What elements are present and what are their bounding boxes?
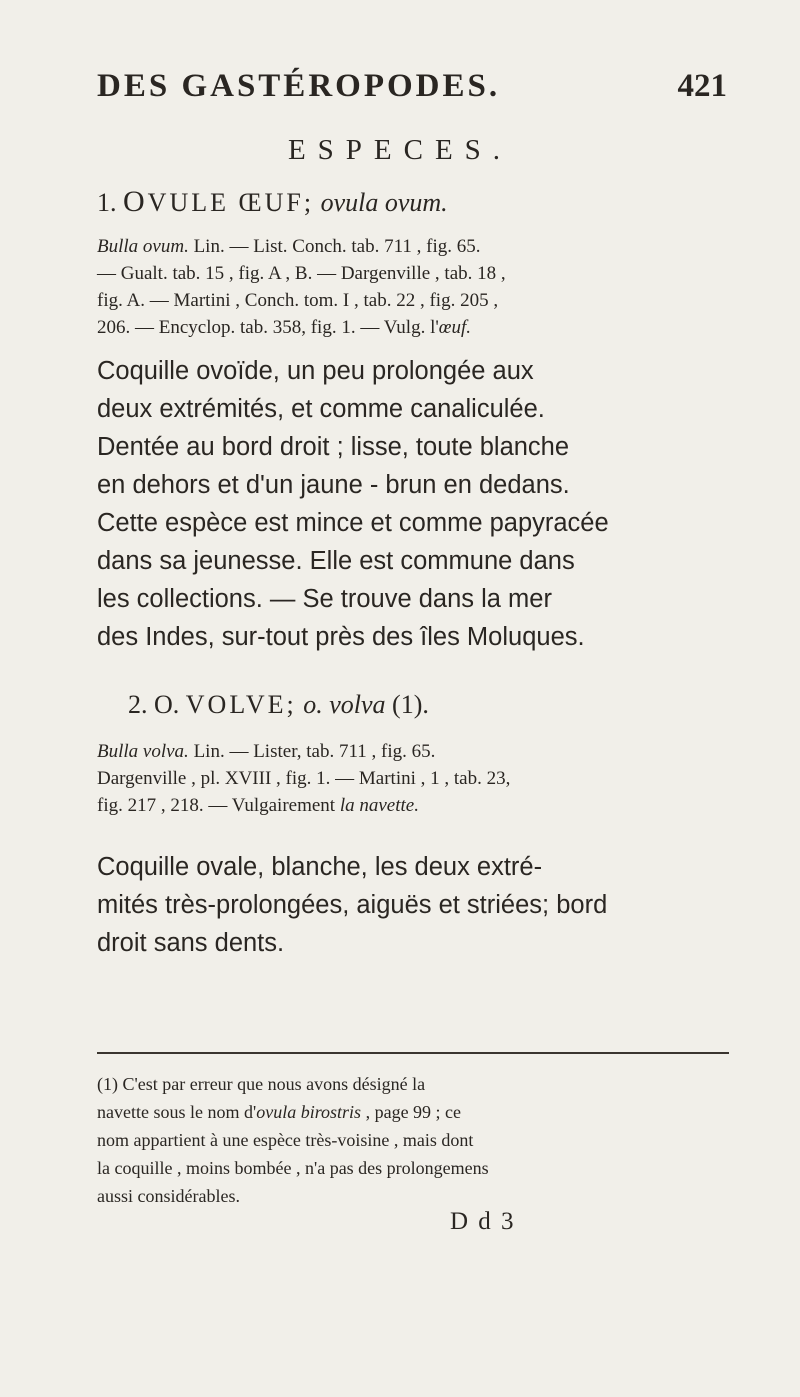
signature-mark: D d 3	[450, 1208, 516, 1235]
text-line: dans sa jeunesse. Elle est commune dans	[97, 547, 575, 575]
species-latin-name: ovula ovum.	[320, 188, 448, 217]
footnote	[97, 1070, 737, 1210]
footnote-line: (1) C'est par erreur que nous avons désigné la	[97, 1074, 426, 1094]
text-line: mités très-prolongées, aiguës et striées; bord	[97, 891, 608, 919]
species-number: 2.	[128, 690, 148, 719]
species-2-description	[97, 848, 737, 962]
footnote-line: navette sous le nom d'ovula birostris , page 99 ; ce	[97, 1102, 462, 1122]
footnote-reference: (1).	[392, 690, 429, 719]
running-head-title: DES GASTÉROPODES.	[97, 68, 501, 104]
footnote-line: nom appartient à une espèce très-voisine , mais dont	[97, 1130, 474, 1150]
text-line: les collections. — Se trouve dans la mer	[97, 585, 552, 613]
species-2-references	[97, 738, 727, 819]
species-1-heading	[97, 185, 448, 219]
text-line: des Indes, sur-tout près des îles Moluques.	[97, 623, 585, 651]
footnote-line: aussi considérables.	[97, 1186, 240, 1206]
species-1-description	[97, 352, 737, 656]
footnote-line: la coquille , moins bombée , n'a pas des prolongemens	[97, 1158, 489, 1178]
footnote-divider	[97, 1052, 729, 1054]
reference-line: — Gualt. tab. 15 , fig. A , B. — Dargenville , tab. 18 ,	[97, 263, 506, 284]
text-line: Coquille ovale, blanche, les deux extré-	[97, 853, 543, 881]
section-title: ESPECES.	[287, 134, 513, 166]
species-french-initial: O.	[154, 690, 180, 719]
species-1-references	[97, 233, 727, 341]
running-head	[97, 68, 727, 105]
page-number: 421	[677, 68, 727, 104]
text-line: deux extrémités, et comme canaliculée.	[97, 395, 545, 423]
species-2-heading	[128, 690, 429, 720]
reference-line: fig. 217 , 218. — Vulgairement la navette.	[97, 795, 419, 816]
text-line: droit sans dents.	[97, 929, 285, 957]
species-latin-name: o. volva	[303, 690, 386, 719]
text-line: en dehors et d'un jaune - brun en dedans.	[97, 471, 570, 499]
text-line: Cette espèce est mince et comme papyracée	[97, 509, 609, 537]
species-number: 1.	[97, 188, 117, 217]
species-french-name: VOLVE;	[185, 690, 297, 719]
reference-line: Bulla ovum. Lin. — List. Conch. tab. 711 , fig. 65.	[97, 236, 481, 257]
text-line: Dentée au bord droit ; lisse, toute blanche	[97, 433, 570, 461]
reference-line: fig. A. — Martini , Conch. tom. I , tab. 22 , fig. 205 ,	[97, 290, 499, 311]
reference-line: 206. — Encyclop. tab. 358, fig. 1. — Vulg. l'œuf.	[97, 317, 471, 338]
species-french-name: VULE ŒUF;	[147, 188, 315, 217]
text-line: Coquille ovoïde, un peu prolongée aux	[97, 357, 534, 385]
reference-line: Bulla volva. Lin. — Lister, tab. 711 , fig. 65.	[97, 741, 436, 762]
reference-line: Dargenville , pl. XVIII , fig. 1. — Martini , 1 , tab. 23,	[97, 768, 511, 789]
species-french-initial: O	[123, 185, 148, 218]
